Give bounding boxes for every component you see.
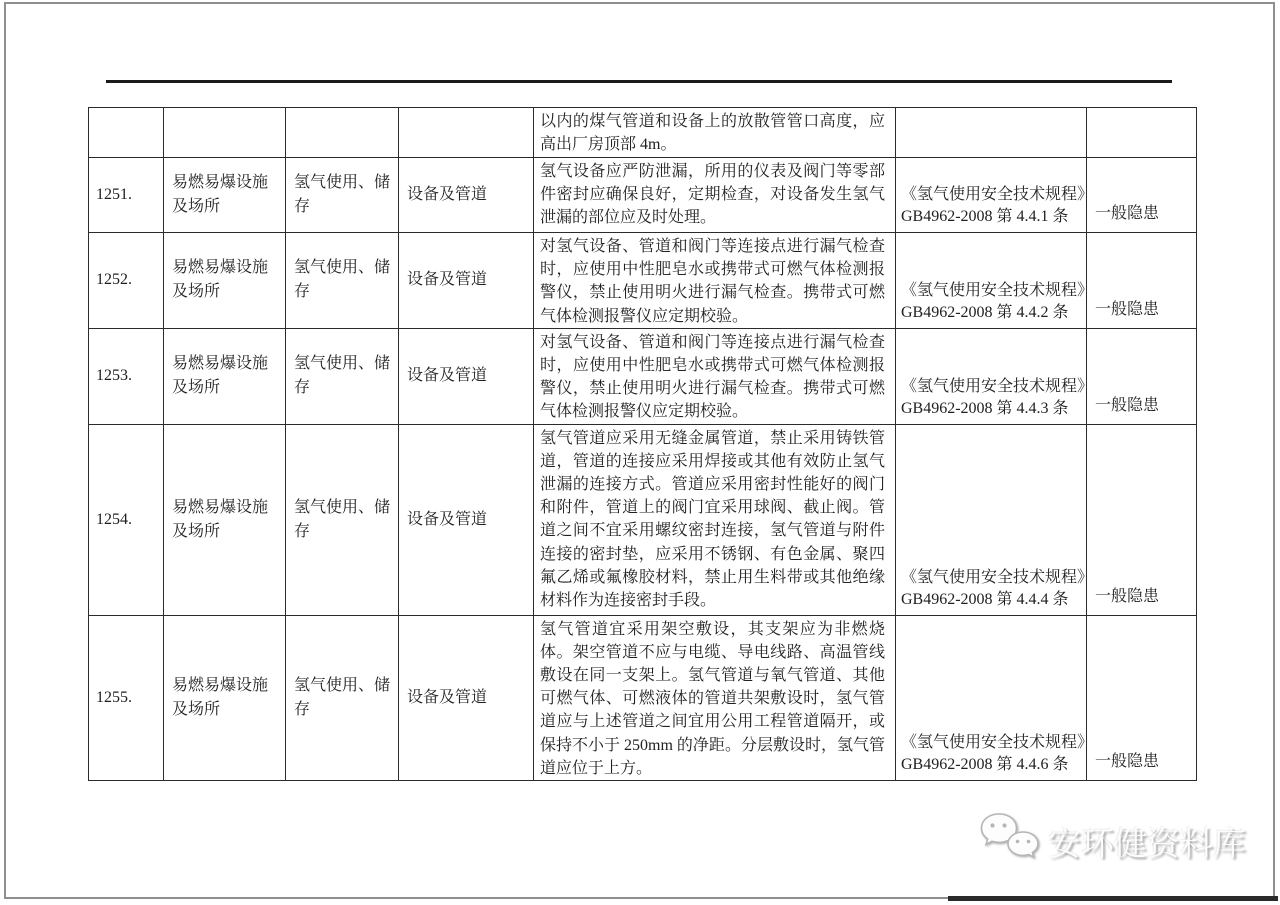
cell-facility: 易燃易爆设施及场所: [164, 158, 286, 233]
table-row: [89, 328, 1197, 424]
hazard-checklist-table: [88, 107, 1197, 781]
cell-facility: 易燃易爆设施及场所: [164, 424, 286, 615]
table-row: [89, 233, 1197, 329]
cell-usage: 氢气使用、储存: [286, 615, 399, 780]
cell-equipment: 设备及管道: [399, 328, 534, 424]
cell-hazard-level: 一般隐患: [1087, 424, 1197, 615]
cell-equipment: 设备及管道: [399, 233, 534, 329]
cell-equipment: 设备及管道: [399, 615, 534, 780]
watermark-label: 安环健资料库: [1048, 826, 1246, 863]
watermark: [978, 810, 1246, 872]
cell-regulation: 《氢气使用安全技术规程》GB4962-2008 第 4.4.6 条: [896, 615, 1087, 780]
cell-equipment: [399, 108, 534, 158]
cell-regulation: 《氢气使用安全技术规程》GB4962-2008 第 4.4.1 条: [896, 158, 1087, 233]
cell-facility: 易燃易爆设施及场所: [164, 328, 286, 424]
table-row: [89, 424, 1197, 615]
cell-regulation: 《氢气使用安全技术规程》GB4962-2008 第 4.4.2 条: [896, 233, 1087, 329]
cell-description: 以内的煤气管道和设备上的放散管管口高度，应高出厂房顶部 4m。: [534, 108, 896, 158]
cell-row-number: 1252.: [89, 233, 164, 329]
cell-description: 氢气管道应采用无缝金属管道，禁止采用铸铁管道，管道的连接应采用焊接或其他有效防止氢气泄漏的连接方式。管道应采用密封性能好的阀门和附件，管道上的阀门宜采用球阀、截止阀。管道之间不宜采用螺纹密封连接，氢气管道与附件连接的密封垫，应采用不锈钢、有色金属、聚四氟乙烯或氟橡胶材料，禁止用生料带或其他绝缘材料作为连接密封手段。: [534, 424, 896, 615]
cell-facility: 易燃易爆设施及场所: [164, 615, 286, 780]
cell-regulation: 《氢气使用安全技术规程》GB4962-2008 第 4.4.3 条: [896, 328, 1087, 424]
cell-hazard-level: [1087, 108, 1197, 158]
cell-hazard-level: 一般隐患: [1087, 615, 1197, 780]
table-row: [89, 108, 1197, 158]
cell-description: 氢气设备应严防泄漏，所用的仪表及阀门等零部件密封应确保良好，定期检查，对设备发生氢气泄漏的部位应及时处理。: [534, 158, 896, 233]
cell-usage: 氢气使用、储存: [286, 328, 399, 424]
cell-equipment: 设备及管道: [399, 158, 534, 233]
cell-regulation: 《氢气使用安全技术规程》GB4962-2008 第 4.4.4 条: [896, 424, 1087, 615]
cell-description: 氢气管道宜采用架空敷设，其支架应为非燃烧体。架空管道不应与电缆、导电线路、高温管线敷设在同一支架上。氢气管道与氧气管道、其他可燃气体、可燃液体的管道共架敷设时，氢气管道应与上述管道之间宜用公用工程管道隔开，或保持不小于 250mm 的净距。分层敷设时，氢气管道应位于上方。: [534, 615, 896, 780]
cell-row-number: [89, 108, 164, 158]
cell-row-number: 1253.: [89, 328, 164, 424]
wechat-icon: [978, 812, 1042, 871]
cell-usage: 氢气使用、储存: [286, 158, 399, 233]
cell-usage: 氢气使用、储存: [286, 233, 399, 329]
cell-regulation: [896, 108, 1087, 158]
bottom-rule: [948, 896, 1278, 901]
table-row: [89, 158, 1197, 233]
cell-row-number: 1251.: [89, 158, 164, 233]
cell-row-number: 1255.: [89, 615, 164, 780]
cell-description: 对氢气设备、管道和阀门等连接点进行漏气检查时，应使用中性肥皂水或携带式可燃气体检测报警仪，禁止使用明火进行漏气检查。携带式可燃气体检测报警仪应定期校验。: [534, 233, 896, 329]
cell-hazard-level: 一般隐患: [1087, 328, 1197, 424]
cell-hazard-level: 一般隐患: [1087, 158, 1197, 233]
header-rule: [106, 80, 1172, 83]
cell-row-number: 1254.: [89, 424, 164, 615]
audit-table: [88, 107, 1196, 781]
cell-facility: 易燃易爆设施及场所: [164, 233, 286, 329]
cell-facility: [164, 108, 286, 158]
cell-equipment: 设备及管道: [399, 424, 534, 615]
cell-hazard-level: 一般隐患: [1087, 233, 1197, 329]
cell-usage: [286, 108, 399, 158]
cell-description: 对氢气设备、管道和阀门等连接点进行漏气检查时，应使用中性肥皂水或携带式可燃气体检测报警仪，禁止使用明火进行漏气检查。携带式可燃气体检测报警仪应定期校验。: [534, 328, 896, 424]
table-row: [89, 615, 1197, 780]
cell-usage: 氢气使用、储存: [286, 424, 399, 615]
